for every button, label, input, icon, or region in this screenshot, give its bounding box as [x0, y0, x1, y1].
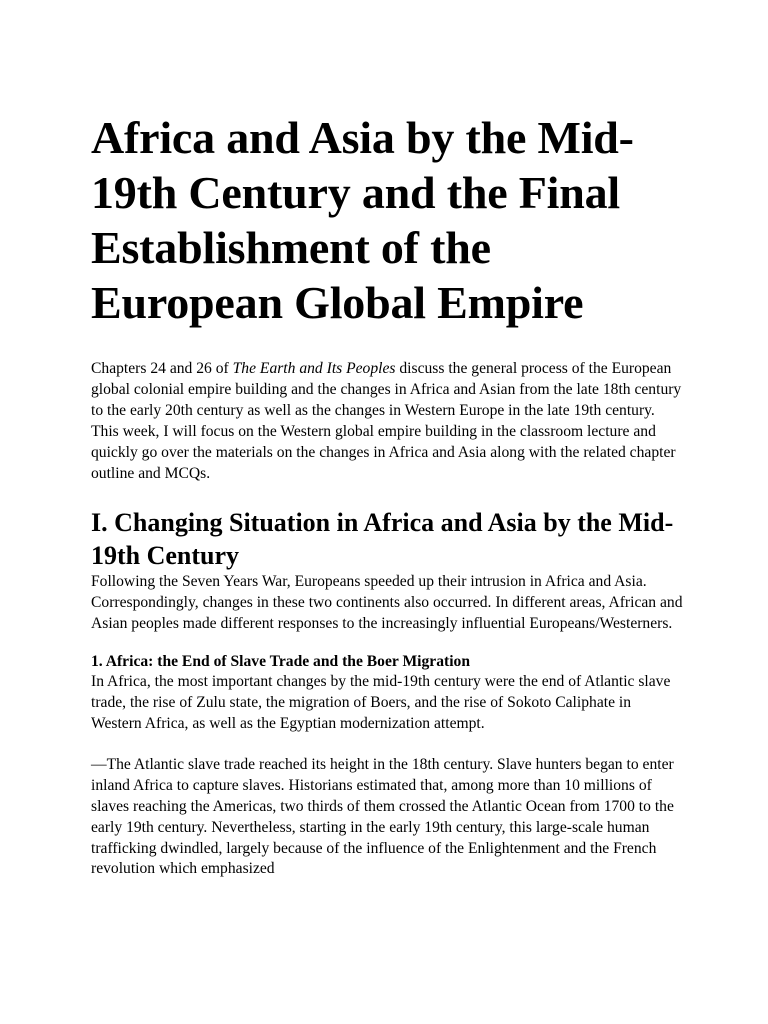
subsection-paragraph-2: —The Atlantic slave trade reached its height in the 18th century. Slave hunters began to enter inland Africa to capture slaves. Historians estimated that, among more than 10 millions of slaves reaching the Americas, two thirds of them crossed the Atlantic Ocean from 1700 to the early 19th century. Nevertheless, starting in the early 19th century, this large-scale human trafficking dwindled, largely because of the influence of the Enlightenment and the French revolution which emphasized: [91, 755, 674, 878]
intro-paragraph: [91, 359, 683, 484]
section-heading: I. Changing Situation in Africa and Asia by the Mid-19th Century: [91, 508, 674, 571]
section-paragraph: Following the Seven Years War, Europeans speeded up their intrusion in Africa and Asia. Correspondingly, changes in these two continents also occurred. In different areas, African and Asian peoples made different responses to the increasingly influential Europeans/Westerners.: [91, 573, 683, 633]
intro-text-start: Chapters 24 and 26 of: [91, 360, 233, 377]
book-title: The Earth and Its Peoples: [232, 360, 396, 377]
subsection-heading: 1. Africa: the End of Slave Trade and the Boer Migration: [91, 653, 471, 671]
intro-text-end: discuss the general process of the European global colonial empire building and the changes in Africa and Asian from the late 18th century to the early 20th century as well as the changes in Western Europe in the late 19th century. This week, I will focus on the Western global empire building in the classroom lecture and quickly go over the materials on the changes in Africa and Asia along with the related chapter outline and MCQs.: [91, 360, 682, 482]
subsection-paragraph-1: In Africa, the most important changes by the mid-19th century were the end of Atlantic slave trade, the rise of Zulu state, the migration of Boers, and the rise of Sokoto Caliphate in Western Africa, as well as the Egyptian modernization attempt.: [91, 673, 671, 732]
document-page: [91, 0, 683, 880]
document-title: Africa and Asia by the Mid-19th Century and the Final Establishment of the European Global Empire: [91, 112, 634, 328]
